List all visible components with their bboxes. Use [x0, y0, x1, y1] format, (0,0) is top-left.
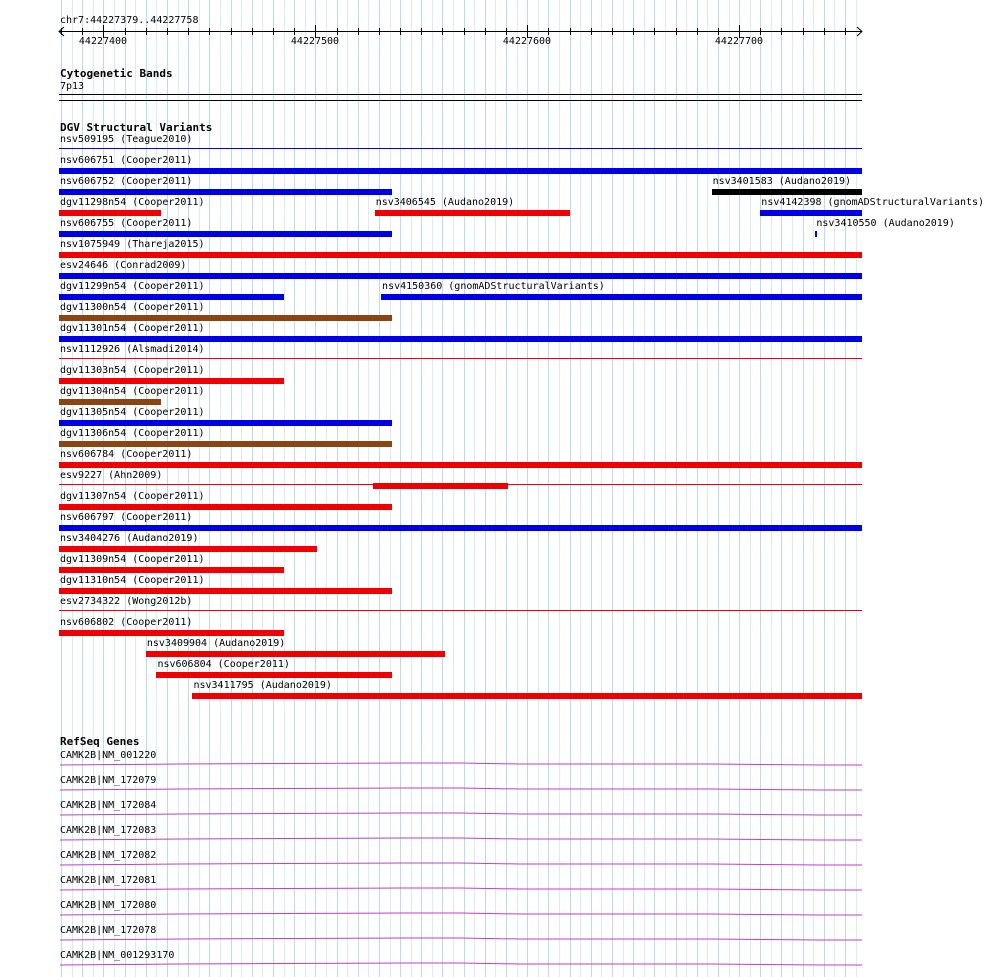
variant-bar[interactable] — [59, 231, 392, 237]
variant-label[interactable]: nsv606752 (Cooper2011) — [60, 176, 193, 187]
variant-bar[interactable] — [59, 610, 862, 611]
variant-bar[interactable] — [59, 567, 284, 573]
variant-bar[interactable] — [815, 231, 817, 237]
variant-label[interactable]: dgv11304n54 (Cooper2011) — [60, 386, 205, 397]
variant-bar[interactable] — [59, 441, 392, 447]
variant-bar[interactable] — [59, 378, 284, 384]
variant-label[interactable]: nsv3401583 (Audano2019) — [712, 176, 852, 187]
variant-label[interactable]: nsv606797 (Cooper2011) — [60, 512, 193, 523]
variant-label[interactable]: nsv1112926 (Alsmadi2014) — [60, 344, 205, 355]
variant-bar[interactable] — [760, 210, 862, 216]
gene-model-line[interactable] — [60, 888, 862, 890]
variant-label[interactable]: dgv11303n54 (Cooper2011) — [60, 365, 205, 376]
variant-bar[interactable] — [59, 546, 317, 552]
variant-label[interactable]: dgv11309n54 (Cooper2011) — [60, 554, 205, 565]
variant-label[interactable]: nsv1075949 (Thareja2015) — [60, 239, 205, 250]
gene-label[interactable]: CAMK2B|NM_172083 — [60, 825, 157, 836]
gene-label[interactable]: CAMK2B|NM_172080 — [60, 900, 157, 911]
variant-bar[interactable] — [712, 189, 862, 195]
variant-label[interactable]: nsv3409904 (Audano2019) — [146, 638, 286, 649]
variant-bar[interactable] — [156, 672, 391, 678]
variant-label[interactable]: dgv11301n54 (Cooper2011) — [60, 323, 205, 334]
gene-model-line[interactable] — [60, 838, 862, 840]
variant-bar[interactable] — [59, 358, 862, 359]
gene-label[interactable]: CAMK2B|NM_001220 — [60, 750, 157, 761]
cytoband-line-top — [59, 94, 862, 95]
refseq-track-title: RefSeq Genes — [60, 735, 140, 748]
variant-label[interactable]: nsv606784 (Cooper2011) — [60, 449, 193, 460]
variant-bar[interactable] — [59, 420, 392, 426]
cytoband-label[interactable]: 7p13 — [60, 81, 85, 92]
variant-label[interactable]: dgv11307n54 (Cooper2011) — [60, 491, 205, 502]
variant-bar[interactable] — [59, 168, 862, 174]
variant-bar[interactable] — [59, 273, 862, 279]
variant-bar[interactable] — [59, 525, 862, 531]
cytogenetic-bands-title: Cytogenetic Bands — [60, 67, 173, 80]
variant-label[interactable]: nsv4142398 (gnomADStructuralVariants) — [761, 197, 984, 208]
ruler-tick-label: 44227700 — [714, 36, 764, 47]
variant-bar[interactable] — [59, 504, 392, 510]
gene-label[interactable]: CAMK2B|NM_172081 — [60, 875, 157, 886]
ruler-tick-label: 44227400 — [78, 36, 128, 47]
variant-label[interactable]: nsv3404276 (Audano2019) — [60, 533, 199, 544]
gene-model-line[interactable] — [60, 763, 862, 765]
gene-model-line[interactable] — [60, 938, 862, 940]
variant-bar[interactable] — [59, 462, 862, 468]
variant-bar[interactable] — [192, 693, 862, 699]
variant-label[interactable]: nsv606751 (Cooper2011) — [60, 155, 193, 166]
gene-model-line[interactable] — [60, 813, 862, 815]
gene-model-line[interactable] — [60, 788, 862, 790]
variant-bar[interactable] — [59, 399, 161, 405]
gene-model-line[interactable] — [60, 913, 862, 915]
variant-bar[interactable] — [59, 315, 392, 321]
gene-label[interactable]: CAMK2B|NM_172082 — [60, 850, 157, 861]
gene-model-line[interactable] — [60, 863, 862, 865]
variant-bar[interactable] — [59, 630, 284, 636]
variant-bar[interactable] — [146, 651, 445, 657]
variant-bar[interactable] — [59, 189, 392, 195]
variant-label[interactable]: nsv3410550 (Audano2019) — [816, 218, 955, 229]
gene-label[interactable]: CAMK2B|NM_172078 — [60, 925, 157, 936]
variant-label[interactable]: nsv606804 (Cooper2011) — [157, 659, 290, 670]
gene-label[interactable]: CAMK2B|NM_172084 — [60, 800, 157, 811]
gene-label[interactable]: CAMK2B|NM_001293170 — [60, 950, 175, 961]
variant-bar[interactable] — [59, 336, 862, 342]
ruler-tick-label: 44227500 — [290, 36, 340, 47]
variant-label[interactable]: esv24646 (Conrad2009) — [60, 260, 187, 271]
variant-label[interactable]: nsv509195 (Teague2010) — [60, 134, 193, 145]
variant-label[interactable]: nsv4150360 (gnomADStructuralVariants) — [382, 281, 605, 292]
variant-label[interactable]: dgv11298n54 (Cooper2011) — [60, 197, 205, 208]
locus-label: chr7:44227379..44227758 — [60, 15, 199, 26]
variant-label[interactable]: nsv3406545 (Audano2019) — [375, 197, 515, 208]
variant-label[interactable]: nsv606755 (Cooper2011) — [60, 218, 193, 229]
refseq-genes-track — [0, 740, 890, 977]
variant-bar[interactable] — [375, 210, 570, 216]
variant-bar[interactable] — [59, 588, 392, 594]
variant-label[interactable]: dgv11306n54 (Cooper2011) — [60, 428, 205, 439]
variant-label[interactable]: nsv606802 (Cooper2011) — [60, 617, 193, 628]
variant-label[interactable]: esv2734322 (Wong2012b) — [60, 596, 193, 607]
variant-bar[interactable] — [59, 294, 284, 300]
variant-bar[interactable] — [381, 294, 862, 300]
gene-label[interactable]: CAMK2B|NM_172079 — [60, 775, 157, 786]
variant-bar[interactable] — [373, 483, 509, 489]
variant-label[interactable]: dgv11305n54 (Cooper2011) — [60, 407, 205, 418]
variant-bar[interactable] — [59, 210, 161, 216]
ruler[interactable] — [0, 0, 890, 60]
ruler-tick-label: 44227600 — [502, 36, 552, 47]
variant-bar[interactable] — [59, 252, 862, 258]
cytoband-line-bottom — [59, 100, 862, 101]
variant-bar[interactable] — [59, 148, 862, 149]
dgv-track-title: DGV Structural Variants — [60, 121, 213, 134]
variant-label[interactable]: dgv11299n54 (Cooper2011) — [60, 281, 205, 292]
variant-label[interactable]: nsv3411795 (Audano2019) — [193, 680, 332, 691]
variant-label[interactable]: dgv11310n54 (Cooper2011) — [60, 575, 205, 586]
gene-model-line[interactable] — [60, 963, 862, 965]
variant-label[interactable]: dgv11300n54 (Cooper2011) — [60, 302, 205, 313]
variant-label[interactable]: esv9227 (Ahn2009) — [60, 470, 163, 481]
